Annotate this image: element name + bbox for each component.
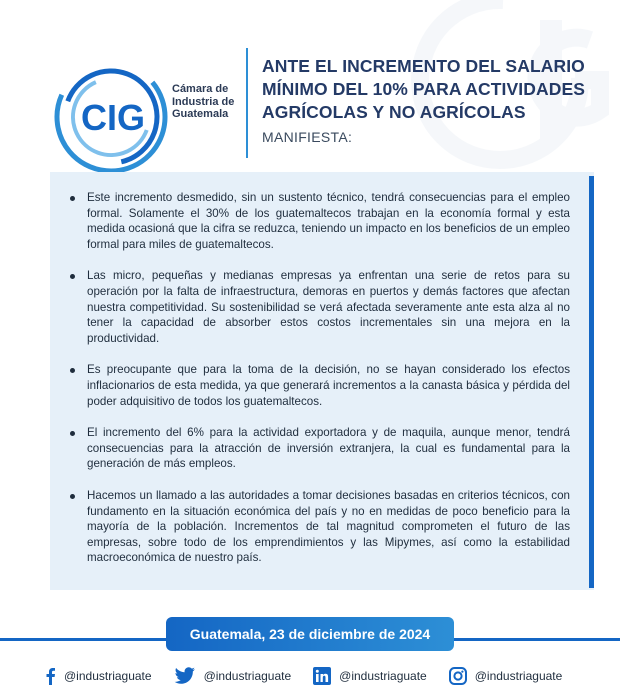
list-item-text: Hacemos un llamado a las autoridades a tomar decisiones basadas en criterios técnicos, con fundamento en la situación económica del país y no en medidas de poco beneficio para la mayoría de la población. Incrementos de tal magnitud comprometen el futuro de las empresas, sobre todo de los emprendimientos y las Mipymes, así como la estabilidad macroeconómica de nuestro país. bbox=[87, 488, 570, 565]
bullet-icon bbox=[70, 431, 75, 436]
social-link-facebook[interactable] bbox=[44, 667, 152, 685]
title-line: MÍNIMO DEL 10% PARA ACTIVIDADES bbox=[262, 79, 585, 99]
list-item bbox=[70, 425, 570, 472]
instagram-icon bbox=[449, 667, 467, 685]
social-handle: @industriaguate bbox=[203, 669, 292, 683]
social-link-instagram[interactable] bbox=[449, 667, 563, 685]
bullet-icon bbox=[70, 274, 75, 279]
statement-accent-bar bbox=[589, 176, 594, 588]
logo-text: CIG bbox=[80, 97, 146, 138]
bullet-icon bbox=[70, 368, 75, 373]
organization-name-line: Cámara de bbox=[172, 83, 229, 95]
cig-logo bbox=[52, 58, 170, 176]
statement-list bbox=[70, 190, 570, 582]
organization-name-line: Industria de bbox=[172, 95, 235, 108]
organization-name bbox=[172, 83, 252, 121]
header-divider bbox=[246, 48, 248, 158]
organization-name-line: Guatemala bbox=[172, 108, 229, 120]
list-item bbox=[70, 488, 570, 566]
date-badge bbox=[166, 617, 454, 651]
list-item bbox=[70, 268, 570, 346]
social-links bbox=[44, 666, 604, 686]
header bbox=[0, 0, 620, 170]
social-handle: @industriaguate bbox=[474, 669, 563, 683]
list-item-text: Este incremento desmedido, sin un sustento técnico, tendrá consecuencias para el empleo formal. Solamente el 30% de los guatemaltecos trabajan en la economía formal y esta medida ocasioná que la cifra se reduzca, teniendo un impacto en los beneficios de un empleo formal para miles de guatemaltecos. bbox=[87, 191, 570, 251]
bullet-icon bbox=[70, 494, 75, 499]
page-subtitle: MANIFIESTA: bbox=[262, 129, 353, 145]
social-link-twitter[interactable] bbox=[174, 667, 292, 685]
list-item-text: Es preocupante que para la toma de la decisión, no se hayan considerado los efectos inflacionarios de esta medida, ya que generará incrementos a la canasta básica y pérdida del poder adquisitivo de todos los guatemaltecos. bbox=[87, 363, 570, 408]
social-handle: @industriaguate bbox=[339, 669, 427, 683]
list-item bbox=[70, 190, 570, 252]
list-item-text: El incremento del 6% para la actividad exportadora y de maquila, aunque menor, tendrá consecuencias para la atracción de inversión extranjera, la cual es fundamental para la generación de más empleos. bbox=[87, 426, 570, 471]
list-item bbox=[70, 362, 570, 409]
statement-box bbox=[50, 172, 594, 590]
title-line: AGRÍCOLAS Y NO AGRÍCOLAS bbox=[262, 102, 526, 122]
list-item-text: Las micro, pequeñas y medianas empresas ya enfrentan una serie de retos para su operación por la falta de infraestructura, demoras en puertos y demás factores que afectan nuestra competitividad. Su sostenibilidad se verá afectada severamente ante esta alza al no tener la capacidad de absorber estos costos incrementales sin una mejora en la productividad. bbox=[87, 269, 570, 345]
page-title bbox=[262, 55, 612, 124]
date-text: Guatemala, 23 de diciembre de 2024 bbox=[189, 626, 431, 642]
linkedin-icon bbox=[313, 667, 331, 685]
title-line: ANTE EL INCREMENTO DEL SALARIO bbox=[262, 56, 585, 76]
facebook-icon bbox=[44, 667, 56, 685]
twitter-icon bbox=[174, 667, 196, 685]
social-link-linkedin[interactable] bbox=[313, 667, 427, 685]
bullet-icon bbox=[70, 196, 75, 201]
social-handle: @industriaguate bbox=[64, 669, 152, 683]
